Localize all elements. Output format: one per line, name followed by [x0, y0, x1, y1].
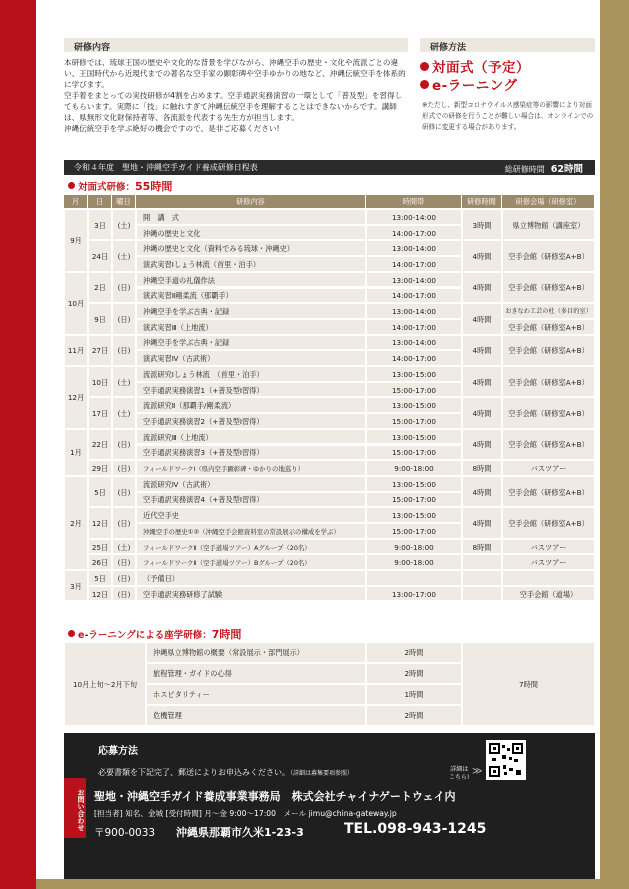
session-time: 13:00-15:00	[391, 401, 437, 411]
session-hours: 4時間	[472, 440, 492, 450]
session-title: 流派研究Ⅲ（上地流）	[143, 432, 213, 442]
table-cell	[136, 319, 366, 335]
session-title: 空手通訳実務演習2（+普及型Ⅰ習得）	[143, 416, 264, 426]
day-label: 29日	[91, 464, 109, 474]
table-cell	[136, 272, 366, 288]
table-cell	[88, 429, 112, 460]
table-cell	[366, 413, 462, 429]
weekday-label: (土)	[117, 377, 131, 387]
session-time: 13:00-15:00	[391, 369, 437, 379]
table-cell	[136, 413, 366, 429]
table-cell	[88, 240, 112, 271]
table-cell	[366, 209, 462, 225]
month-label: 10月	[67, 299, 85, 309]
table-cell	[88, 303, 112, 334]
day-label: 26日	[91, 558, 109, 568]
session-venue: 空手会館（研修室A+B）	[508, 346, 589, 356]
table-cell	[366, 350, 462, 366]
section-elearning: e-ラーニングによる座学研修：7時間	[68, 626, 241, 642]
session-venue: バスツアー	[530, 558, 567, 568]
table-cell	[112, 554, 136, 570]
elearning-hours: 2時間	[404, 669, 424, 678]
table-cell	[462, 335, 502, 366]
session-title: 沖縄空手の歴史①②（沖縄空手会館資料室の常設展示の構成を学ぶ）	[143, 527, 340, 536]
session-venue: 空手会館（研修室A+B）	[508, 518, 589, 528]
session-time: 9:00-18:00	[394, 464, 434, 474]
elearning-hours-cell	[366, 684, 462, 705]
staff-line: [担当者] 知名、金城 [受付時間] 月〜金 9:00〜17:00 メール jimu@china-gateway.jp	[94, 809, 397, 818]
weekday-label: (土)	[117, 409, 131, 419]
table-cell	[366, 507, 462, 523]
table-cell	[136, 240, 366, 256]
table-cell	[64, 476, 88, 570]
table-cell	[366, 523, 462, 539]
weekday-label: (日)	[117, 314, 131, 324]
elearning-hours: 2時間	[404, 711, 424, 720]
month-label: 2月	[70, 518, 82, 528]
elearning-hours-cell	[366, 663, 462, 684]
table-cell	[136, 476, 366, 492]
elearning-title: 旅程管理・ガイドの心得	[153, 669, 232, 678]
intro-paragraph: 沖縄伝統空手を学ぶ絶好の機会ですので、是非ご応募ください!	[64, 124, 280, 133]
weekday-label: (土)	[117, 220, 131, 230]
session-time: 14:00-17:00	[391, 354, 437, 364]
session-venue: 空手会館（研修室A+B）	[508, 409, 589, 419]
table-cell	[136, 507, 366, 523]
table-cell	[112, 397, 136, 428]
session-venue: 空手会館（研修室A+B）	[508, 377, 589, 387]
session-hours: 4時間	[472, 409, 492, 419]
table-cell	[136, 445, 366, 461]
table-cell	[502, 397, 595, 428]
session-title: 流派研究Ⅳ（古武術）	[143, 479, 215, 489]
table-cell	[64, 429, 88, 476]
session-venue: 空手会館（研修室A+B）	[508, 440, 589, 450]
session-time: 15:00-17:00	[391, 385, 437, 395]
table-cell	[88, 570, 112, 586]
day-label: 9日	[94, 314, 106, 324]
table-cell	[502, 366, 595, 397]
session-title: 演武実習Ⅳ（古武術）	[143, 354, 215, 364]
session-time: 14:00-17:00	[391, 291, 437, 301]
table-cell	[64, 570, 88, 601]
table-cell	[366, 554, 462, 570]
session-time: 13:00-14:00	[391, 212, 437, 222]
session-title: 空手通訳実務演習1（+普及型Ⅰ習得）	[143, 385, 264, 395]
table-cell	[366, 445, 462, 461]
session-time: 14:00-17:00	[391, 228, 437, 238]
weekday-label: (日)	[117, 464, 131, 474]
table-cell	[112, 570, 136, 586]
table-cell	[88, 366, 112, 397]
table-cell	[112, 335, 136, 366]
table-cell	[462, 554, 502, 570]
elearning-content-cell	[146, 642, 366, 663]
session-time: 15:00-17:00	[391, 416, 437, 426]
session-time: 13:00-15:00	[391, 511, 437, 521]
table-cell	[136, 397, 366, 413]
table-cell	[88, 335, 112, 366]
table-cell	[112, 476, 136, 507]
contact-instruction: 必要書類を下記完了、郵送によりお申込みください。（詳細は募集要項参照）	[98, 768, 354, 777]
table-cell	[136, 288, 366, 304]
day-label: 5日	[94, 487, 106, 497]
table-cell	[136, 586, 366, 602]
table-cell	[136, 256, 366, 272]
table-cell	[462, 240, 502, 271]
bottom-frame-stripe	[36, 879, 600, 889]
session-title: フィールドワークⅡ（空手道場ツアー）Aグループ（20名）	[143, 543, 311, 552]
session-hours: 4時間	[472, 346, 492, 356]
session-time: 13:00-15:00	[391, 432, 437, 442]
month-label: 1月	[70, 448, 82, 458]
weekday-label: (日)	[117, 440, 131, 450]
table-cell	[366, 570, 462, 586]
organizer: 聖地・沖縄空手ガイド養成事業事務局 株式会社チャイナゲートウェイ内	[94, 790, 456, 803]
table-cell	[136, 209, 366, 225]
weekday-label: (日)	[117, 558, 131, 568]
table-cell	[136, 335, 366, 351]
month-label: 9月	[70, 236, 82, 246]
session-hours: 8時間	[472, 464, 492, 474]
session-title: 演武実習Ⅱ剛柔流（那覇手）	[143, 291, 233, 301]
table-cell	[366, 225, 462, 241]
intro-paragraph: 本研修では、琉球王国の歴史や文化的な背景を学びながら、沖縄空手の歴史・文化や流派ごとの違い、王国時代から近現代までの著名な空手家の顕彰碑や空手ゆかりの地など、沖縄伝統空手を体系的に学びます。	[64, 58, 406, 89]
session-hours: 4時間	[472, 252, 492, 262]
table-cell	[462, 429, 502, 460]
table-cell	[366, 319, 462, 335]
day-label: 24日	[91, 252, 109, 262]
table-cell	[136, 350, 366, 366]
day-label: 3日	[94, 220, 106, 230]
bullet-icon	[68, 182, 75, 189]
table-cell	[136, 429, 366, 445]
day-label: 12日	[91, 518, 109, 528]
table-cell	[502, 586, 595, 602]
session-venue: 空手会館（道場）	[519, 589, 578, 599]
elearning-hours: 2時間	[404, 648, 424, 657]
table-cell	[88, 397, 112, 428]
intro-text	[64, 57, 408, 134]
table-cell	[112, 507, 136, 538]
session-venue: 空手会館（研修室A+B）	[508, 252, 589, 262]
session-title: 流派研究Ⅱ（那覇手/剛柔流）	[143, 401, 236, 411]
session-hours: 4時間	[472, 283, 492, 293]
day-label: 17日	[91, 409, 109, 419]
table-cell	[136, 460, 366, 476]
session-hours: 4時間	[472, 487, 492, 497]
table-cell	[112, 539, 136, 555]
session-time: 13:00-15:00	[391, 479, 437, 489]
elearning-period: 10月上旬〜2月下旬	[72, 680, 138, 689]
table-cell	[366, 397, 462, 413]
qr-code[interactable]	[486, 740, 526, 780]
table-cell	[88, 586, 112, 602]
table-cell	[136, 303, 366, 319]
day-label: 10日	[91, 377, 109, 387]
session-venue: 空手会館（研修室A+B）	[508, 487, 589, 497]
column-header: 時間帯	[366, 195, 462, 208]
session-time: 13:00-14:00	[391, 338, 437, 348]
table-cell	[88, 539, 112, 555]
schedule-title-bar	[64, 160, 595, 175]
table-cell	[462, 586, 502, 602]
table-cell	[112, 209, 136, 240]
session-title: （予備日）	[143, 573, 179, 583]
table-cell	[136, 492, 366, 508]
session-time: 15:00-17:00	[391, 495, 437, 505]
address: 沖縄県那覇市久米1-23-3	[176, 826, 304, 839]
session-venue: バスツアー	[530, 542, 567, 552]
session-time: 14:00-17:00	[391, 259, 437, 269]
weekday-label: (日)	[117, 346, 131, 356]
day-label: 12日	[91, 589, 109, 599]
method-face-to-face: 対面式（予定）	[420, 56, 530, 76]
day-label: 2日	[94, 283, 106, 293]
session-hours: 8時間	[472, 542, 492, 552]
elearning-total: 7時間	[519, 680, 538, 689]
session-time: 9:00-18:00	[394, 558, 434, 568]
table-cell	[502, 570, 595, 586]
session-title: 沖縄の歴史と文化	[143, 228, 201, 238]
column-header: 日	[88, 195, 112, 208]
table-cell	[462, 303, 502, 334]
session-hours: 4時間	[472, 518, 492, 528]
table-cell	[502, 209, 595, 240]
table-cell	[136, 382, 366, 398]
weekday-label: (日)	[117, 518, 131, 528]
total-hours: 総研修時間 62時間	[504, 164, 583, 175]
table-cell	[88, 554, 112, 570]
table-cell	[366, 492, 462, 508]
elearning-content-cell	[146, 663, 366, 684]
table-cell	[136, 539, 366, 555]
table-cell	[64, 335, 88, 366]
table-cell	[502, 554, 595, 570]
table-cell	[462, 272, 502, 303]
right-frame-stripe	[600, 0, 629, 889]
session-title: フィールドワークⅡ（空手道場ツアー）Bグループ（20名）	[143, 559, 311, 568]
table-cell	[136, 366, 366, 382]
table-cell	[366, 335, 462, 351]
session-time: 13:00-14:00	[391, 307, 437, 317]
elearning-content-cell	[146, 684, 366, 705]
elearning-hours-cell	[366, 705, 462, 726]
table-cell	[502, 460, 595, 476]
column-header: 研修内容	[136, 195, 366, 208]
method-note: ※ただし、新型コロナウイルス感染症等の影響により対面形式での研修を行うことが難しい場合は、オンラインでの研修に変更する場合があります。	[422, 101, 594, 131]
table-cell	[136, 554, 366, 570]
column-header: 研修会場（研修室）	[502, 195, 595, 208]
table-cell	[366, 272, 462, 288]
bullet-icon	[420, 62, 429, 71]
table-cell	[462, 209, 502, 240]
session-title: 空手通訳実務研修了試験	[143, 589, 223, 599]
table-cell	[462, 539, 502, 555]
qr-code-icon	[489, 743, 523, 777]
month-label: 11月	[67, 346, 85, 356]
elearning-title: ホスピタリティー	[153, 690, 210, 699]
session-title: 流派研究Ⅰしょう林流 （首里・泊手）	[143, 369, 264, 379]
table-cell	[136, 225, 366, 241]
details-label: 詳細は こちら!	[449, 766, 470, 781]
table-cell	[462, 460, 502, 476]
table-cell	[88, 272, 112, 303]
weekday-label: (土)	[117, 252, 131, 262]
contact-tab: お問い合わせ	[64, 778, 86, 838]
table-cell	[64, 209, 88, 272]
elearning-title: 危機管理	[153, 711, 182, 720]
table-cell	[462, 366, 502, 397]
period-cell	[64, 642, 146, 726]
table-cell	[502, 539, 595, 555]
weekday-label: (日)	[117, 283, 131, 293]
table-cell	[112, 366, 136, 397]
session-venue: 県立博物館（講座室）	[512, 220, 585, 230]
table-cell	[366, 366, 462, 382]
arrow-icon: ≫	[472, 766, 483, 777]
session-time: 15:00-17:00	[391, 526, 437, 536]
table-cell	[88, 507, 112, 538]
elearning-title: 沖縄県立博物館の概要（常設展示・部門展示）	[153, 648, 304, 657]
section-header-method: 研修方法	[420, 38, 595, 52]
section-face-to-face: 対面式研修：55時間	[68, 178, 172, 194]
table-cell	[112, 460, 136, 476]
table-cell	[502, 507, 595, 538]
table-cell	[462, 570, 502, 586]
session-title: 沖縄空手を学ぶ古典・記録	[143, 338, 230, 348]
session-hours: 3時間	[472, 220, 492, 230]
phone-number: TEL.098-943-1245	[344, 821, 487, 837]
session-venue: 空手会館（研修室A+B）	[508, 322, 589, 332]
column-header: 曜日	[112, 195, 136, 208]
table-cell	[366, 539, 462, 555]
table-cell	[462, 397, 502, 428]
session-title: 沖縄空手を学ぶ古典・記録	[143, 307, 230, 317]
table-cell	[112, 240, 136, 271]
session-time: 9:00-18:00	[394, 542, 434, 552]
table-cell	[502, 272, 595, 303]
table-cell	[502, 240, 595, 271]
table-cell	[366, 240, 462, 256]
weekday-label: (日)	[117, 487, 131, 497]
table-cell	[366, 382, 462, 398]
table-cell	[502, 476, 595, 507]
session-time: 13:00-14:00	[391, 275, 437, 285]
table-cell	[462, 507, 502, 538]
month-label: 3月	[70, 581, 82, 591]
section-header-content: 研修内容	[64, 38, 408, 52]
method-elearning: e-ラーニング	[420, 74, 518, 94]
session-title: フィールドワークⅠ（県内空手顕彰碑・ゆかりの地巡り）	[143, 465, 305, 474]
elearning-content-cell	[146, 705, 366, 726]
intro-paragraph: 空手着をまとっての実技研修が4割を占めます。空手通訳実務演習の一環として「普及型」を習得してもらいます。実際に「技」に触れすぎて沖縄伝統空手を理解することはできないからです。講師は、県無形文化財保持者等、各流派を代表する先生方が担当します。	[64, 91, 403, 122]
contact-title: 応募方法	[98, 746, 138, 757]
table-cell	[112, 429, 136, 460]
table-cell	[64, 366, 88, 429]
table-cell	[88, 460, 112, 476]
session-hours: 4時間	[472, 377, 492, 387]
session-title: 近代空手史	[143, 511, 179, 521]
schedule-title: 令和４年度 聖地・沖縄空手ガイド養成研修日程表	[74, 163, 258, 172]
table-cell	[366, 429, 462, 445]
session-venue: 空手会館（研修室A+B）	[508, 283, 589, 293]
table-cell	[112, 272, 136, 303]
table-cell	[136, 570, 366, 586]
session-time: 15:00-17:00	[391, 448, 437, 458]
elearning-total-cell	[462, 642, 595, 726]
table-cell	[502, 335, 595, 366]
table-cell	[366, 460, 462, 476]
session-title: 沖縄の歴史と文化（資料でみる琉球・沖縄史）	[143, 244, 294, 254]
table-cell	[366, 586, 462, 602]
day-label: 27日	[91, 346, 109, 356]
table-cell	[502, 303, 595, 319]
elearning-hours: 1時間	[404, 690, 424, 699]
day-label: 5日	[94, 573, 106, 583]
session-hours: 4時間	[472, 314, 492, 324]
session-title: 空手通訳実務演習4（+普及型Ⅰ習得）	[143, 495, 264, 505]
session-time: 13:00-17:00	[391, 589, 437, 599]
table-cell	[64, 272, 88, 335]
table-cell	[88, 209, 112, 240]
weekday-label: (日)	[117, 589, 131, 599]
session-title: 沖縄空手道の礼儀作法	[143, 275, 215, 285]
table-cell	[502, 319, 595, 335]
left-frame-stripe	[0, 0, 36, 889]
day-label: 22日	[91, 440, 109, 450]
bullet-icon	[420, 80, 429, 89]
elearning-hours-cell	[366, 642, 462, 663]
table-cell	[366, 288, 462, 304]
bullet-icon	[68, 630, 75, 637]
table-cell	[366, 476, 462, 492]
session-title: 演武実習Ⅰしょう林流（首里・泊手）	[143, 259, 261, 269]
table-cell	[112, 586, 136, 602]
postal-code: 〒900-0033	[94, 827, 156, 839]
session-title: 演武実習Ⅲ（上地流）	[143, 322, 213, 332]
weekday-label: (日)	[117, 573, 131, 583]
session-title: 開 講 式	[143, 212, 179, 222]
month-label: 12月	[67, 393, 85, 403]
session-venue: バスツアー	[530, 464, 567, 474]
day-label: 25日	[91, 542, 109, 552]
column-header: 研修時間	[462, 195, 502, 208]
table-cell	[136, 523, 366, 539]
session-time: 13:00-14:00	[391, 244, 437, 254]
session-title: 空手通訳実務演習3（+普及型Ⅰ習得）	[143, 448, 264, 458]
table-cell	[462, 476, 502, 507]
table-cell	[502, 429, 595, 460]
weekday-label: (土)	[117, 542, 131, 552]
session-time: 14:00-17:00	[391, 322, 437, 332]
table-cell	[112, 303, 136, 334]
column-header: 月	[64, 195, 88, 208]
table-cell	[366, 303, 462, 319]
table-cell	[88, 476, 112, 507]
session-venue: おきなわ工芸の杜（多目的室）	[505, 308, 592, 316]
table-cell	[366, 256, 462, 272]
